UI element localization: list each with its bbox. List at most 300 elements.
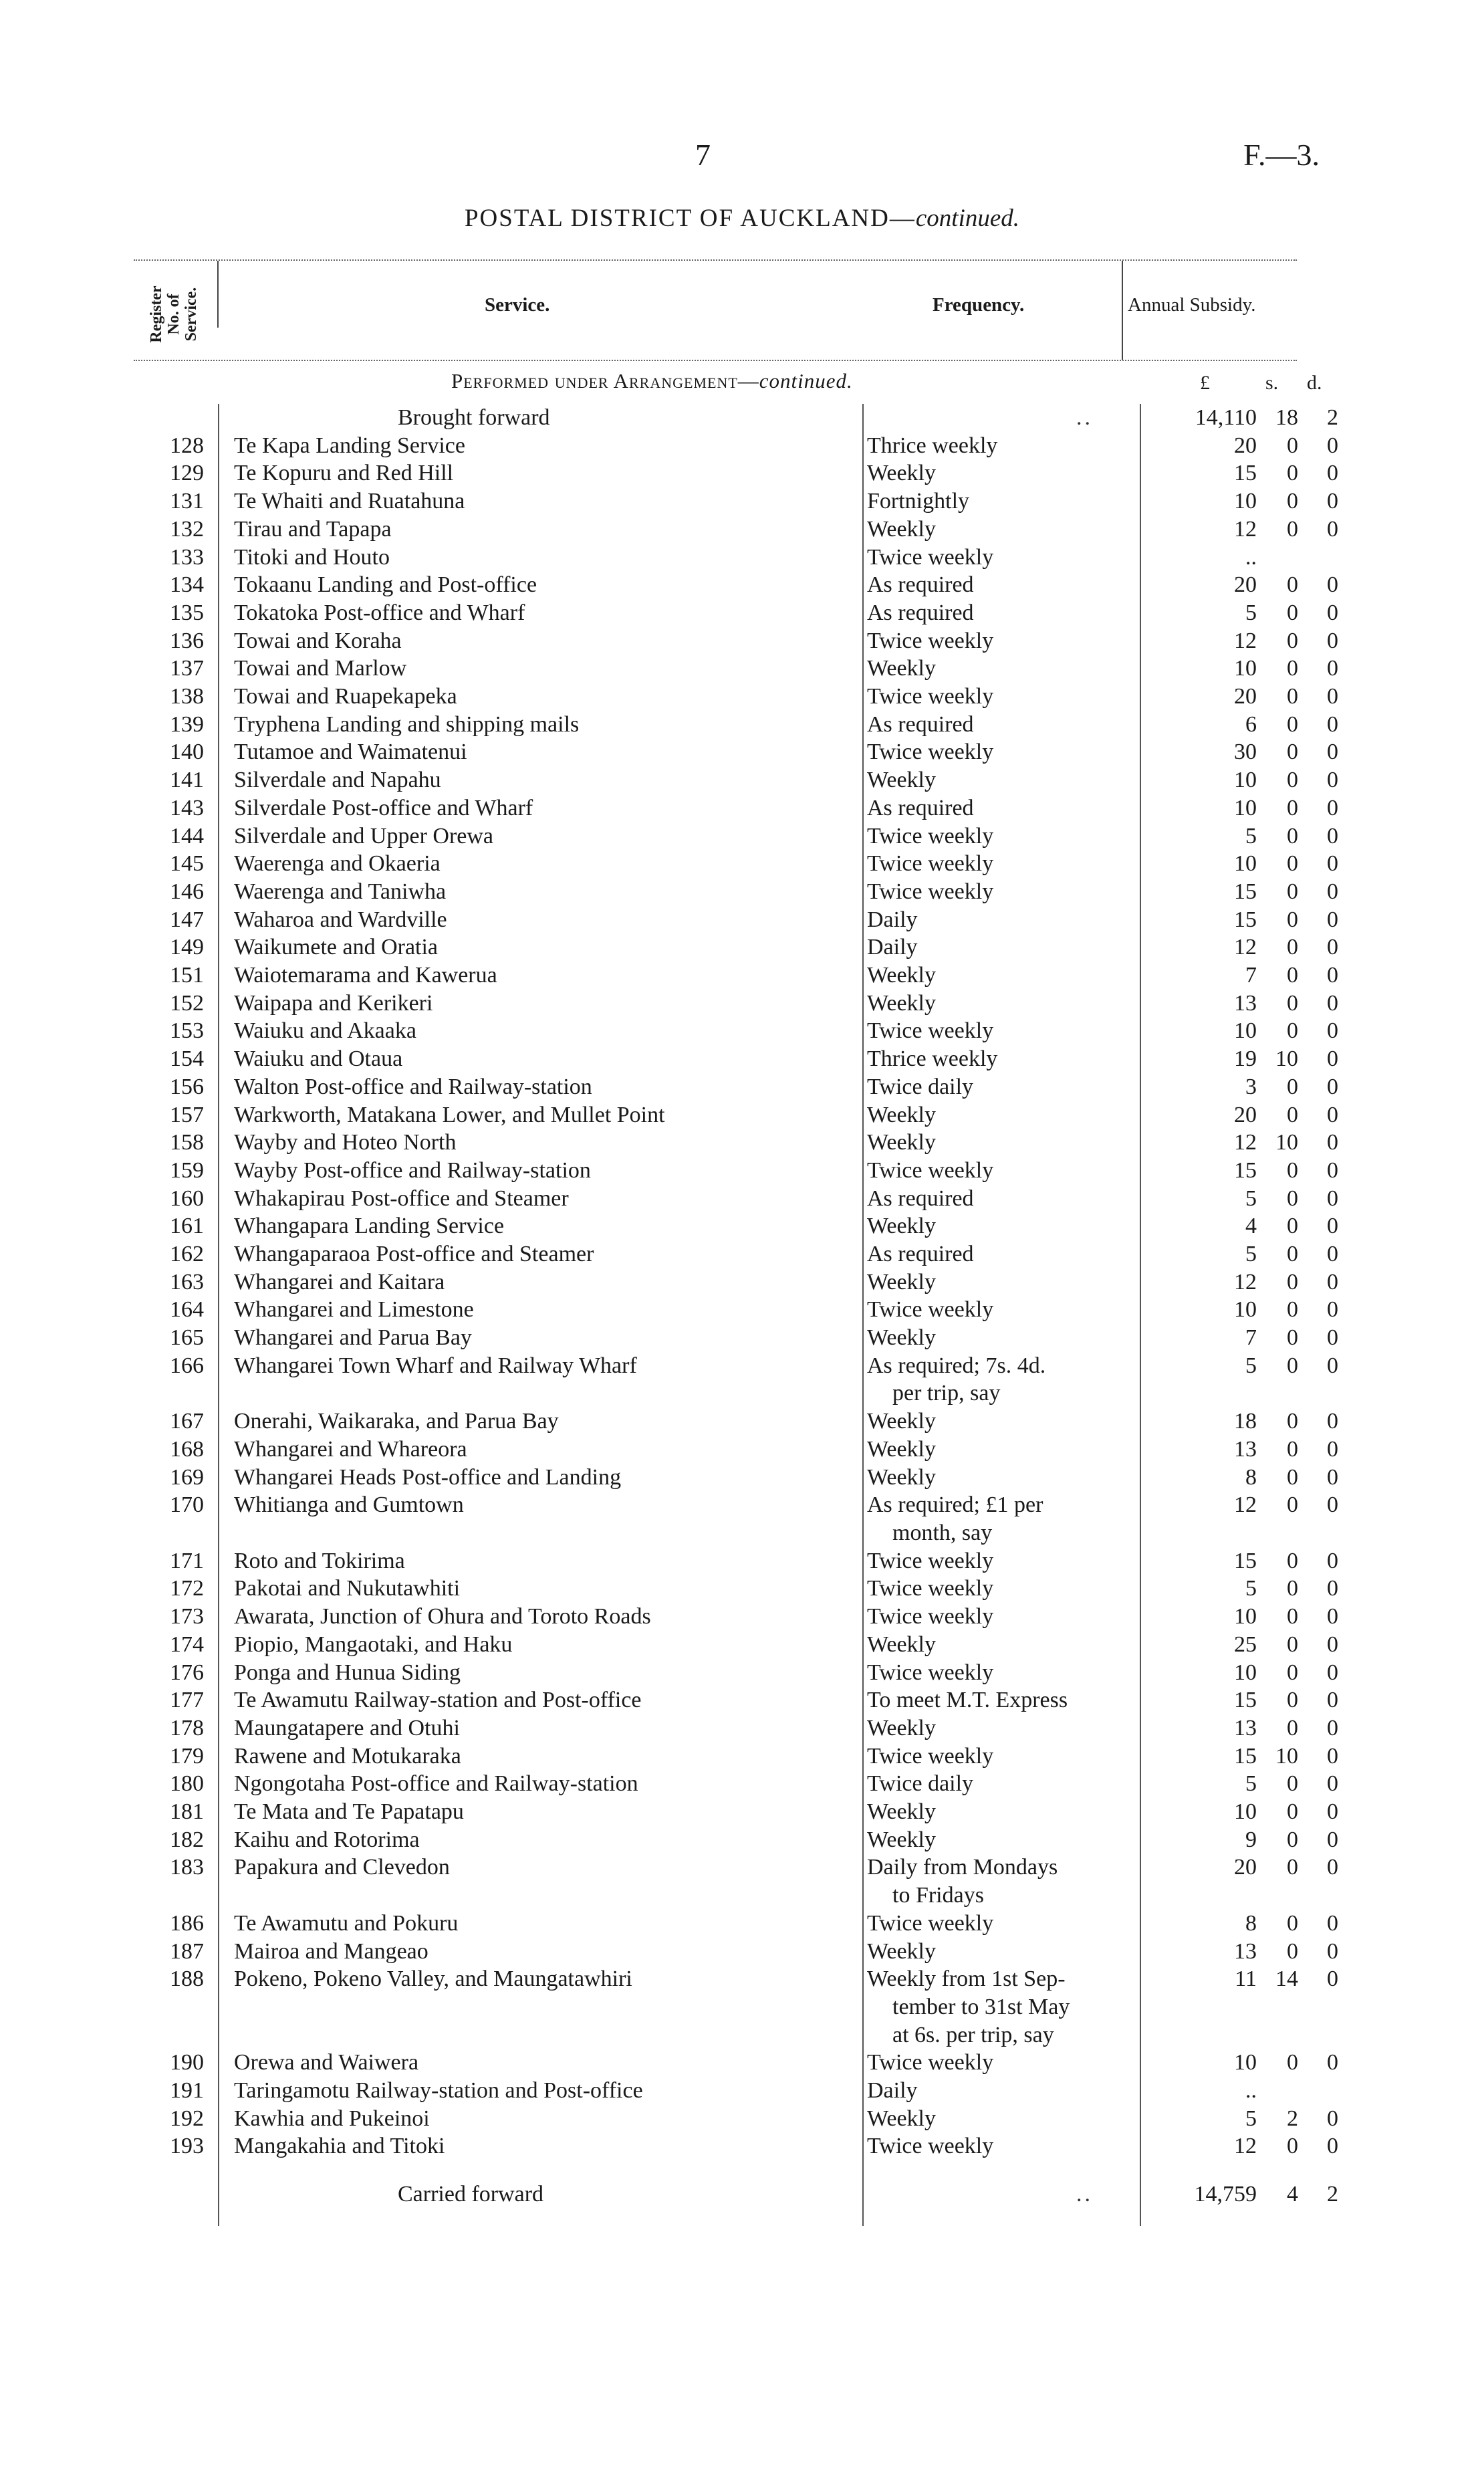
- subsidy-shillings: 0: [1287, 684, 1298, 709]
- frequency-text: Weekly: [867, 1409, 936, 1434]
- frequency-text: Weekly: [867, 990, 936, 1016]
- frequency-text: Twice daily: [867, 1074, 974, 1099]
- subsidy-pence: 0: [1327, 768, 1338, 793]
- frequency-text: Fortnightly: [867, 489, 970, 514]
- frequency-text: Weekly: [867, 2106, 936, 2131]
- register-number: 129: [170, 461, 204, 486]
- subsidy-shillings: 0: [1287, 1074, 1298, 1099]
- register-number: 160: [170, 1186, 204, 1211]
- subsidy-shillings: 0: [1287, 711, 1298, 737]
- subsidy-shillings: 0: [1287, 1214, 1298, 1239]
- subsidy-pounds: 5: [1245, 1242, 1257, 1266]
- table-row: [0, 962, 1484, 989]
- subsidy-pounds: 10: [1234, 1660, 1257, 1685]
- table-row: [0, 990, 1484, 1017]
- dot-leader: ..: [1076, 405, 1093, 430]
- register-number: 191: [170, 2078, 204, 2103]
- subsidy-shillings: 10: [1275, 1130, 1298, 1155]
- subsidy-shillings: 0: [1287, 823, 1298, 849]
- table-row: [0, 1324, 1484, 1351]
- subsidy-pounds: 15: [1234, 907, 1257, 932]
- frequency-text: Weekly: [867, 1799, 936, 1824]
- table-row: [0, 1910, 1484, 1937]
- subsidy-pounds: 20: [1234, 1855, 1257, 1880]
- subsidy-shillings: 0: [1287, 1771, 1298, 1797]
- subsidy-shillings: 10: [1275, 1046, 1298, 1072]
- subsidy-shillings: 0: [1287, 1492, 1298, 1518]
- subsidy-shillings: 0: [1287, 1297, 1298, 1323]
- table-row: [0, 2049, 1484, 2076]
- frequency-text: Weekly: [867, 1715, 936, 1740]
- subsidy-pounds: 20: [1234, 1102, 1257, 1127]
- section-heading: [451, 369, 853, 393]
- subsidy-pounds: 8: [1245, 1464, 1257, 1490]
- table-row: [0, 738, 1484, 766]
- subsidy-pounds: ..: [1245, 544, 1257, 570]
- frequency-text: As required: [867, 711, 974, 737]
- service-name: Orewa and Waiwera: [234, 2050, 419, 2075]
- subsidy-pence: 0: [1327, 1576, 1338, 1601]
- frequency-text: Daily from Mondays: [867, 1855, 1058, 1880]
- frequency-text: As required: [867, 1242, 974, 1266]
- service-name: Whangarei and Limestone: [234, 1297, 474, 1323]
- service-name: Papakura and Clevedon: [234, 1855, 450, 1880]
- frequency-text: Daily: [867, 907, 918, 932]
- subsidy-pence: 0: [1327, 2106, 1338, 2131]
- subsidy-pence: 0: [1327, 1409, 1338, 1434]
- service-name: Mairoa and Mangeao: [234, 1938, 428, 1964]
- subsidy-shillings: 4: [1287, 2182, 1298, 2207]
- register-number: 136: [170, 628, 204, 653]
- register-number: 141: [170, 768, 204, 793]
- subsidy-pounds: 15: [1234, 1548, 1257, 1573]
- table-row: [0, 1017, 1484, 1044]
- subsidy-pence: 0: [1327, 907, 1338, 932]
- subsidy-pence: 0: [1327, 795, 1338, 820]
- register-number: 149: [170, 935, 204, 960]
- table-row: [0, 1603, 1484, 1630]
- subsidy-pence: 0: [1327, 656, 1338, 681]
- subsidy-pence: 0: [1327, 1297, 1338, 1323]
- subsidy-shillings: 0: [1287, 1855, 1298, 1880]
- subsidy-shillings: 0: [1287, 600, 1298, 625]
- subsidy-pence: 0: [1327, 489, 1338, 514]
- register-number: 132: [170, 516, 204, 542]
- table-row: [0, 627, 1484, 655]
- table-row: [0, 544, 1484, 571]
- subsidy-shillings: 0: [1287, 1102, 1298, 1127]
- subsidy-pounds: 15: [1234, 1743, 1257, 1769]
- section-continued: continued.: [759, 369, 853, 392]
- service-name: Mangakahia and Titoki: [234, 2134, 445, 2159]
- subsidy-shillings: 18: [1275, 405, 1298, 430]
- frequency-text: month, say: [892, 1520, 993, 1545]
- frequency-text: at 6s. per trip, say: [892, 2022, 1054, 2047]
- subsidy-pounds: 12: [1234, 516, 1257, 542]
- subsidy-pence: 0: [1327, 1102, 1338, 1127]
- table-row: [0, 1575, 1484, 1602]
- table-row: [0, 1240, 1484, 1268]
- subsidy-pounds: 10: [1234, 1604, 1257, 1629]
- register-number: 146: [170, 879, 204, 904]
- subsidy-pence: 0: [1327, 1018, 1338, 1044]
- register-number: 179: [170, 1743, 204, 1769]
- frequency-text: Weekly: [867, 1827, 936, 1852]
- register-number: 162: [170, 1242, 204, 1266]
- subsidy-pence: 0: [1327, 1157, 1338, 1183]
- register-number: 171: [170, 1548, 204, 1573]
- table-row: [0, 2105, 1484, 2132]
- register-number: 152: [170, 990, 204, 1016]
- frequency-text: Weekly: [867, 1631, 936, 1657]
- service-name: Whangapara Landing Service: [234, 1214, 505, 1239]
- subsidy-shillings: 0: [1287, 795, 1298, 820]
- service-name: Tirau and Tapapa: [234, 516, 392, 542]
- register-number: 180: [170, 1771, 204, 1797]
- subsidy-shillings: 0: [1287, 1827, 1298, 1852]
- service-name: Pakotai and Nukutawhiti: [234, 1576, 461, 1601]
- subsidy-pounds: 10: [1234, 1799, 1257, 1824]
- subsidy-shillings: 0: [1287, 433, 1298, 458]
- service-name: Ngongotaha Post-office and Railway-station: [234, 1771, 638, 1797]
- frequency-text: As required: [867, 1186, 974, 1211]
- subsidy-pence: 0: [1327, 935, 1338, 960]
- table-row: [0, 599, 1484, 627]
- subsidy-pounds: 13: [1234, 1938, 1257, 1964]
- frequency-text: Twice weekly: [867, 740, 994, 765]
- frequency-text: Weekly: [867, 963, 936, 988]
- document-reference: F.—3.: [1243, 138, 1320, 172]
- subsidy-pounds: 10: [1234, 851, 1257, 877]
- subsidy-shillings: 0: [1287, 1938, 1298, 1964]
- register-number: 167: [170, 1409, 204, 1434]
- subsidy-pounds: 13: [1234, 990, 1257, 1016]
- subsidy-pence: 0: [1327, 1074, 1338, 1099]
- service-name: Towai and Marlow: [234, 656, 407, 681]
- frequency-text: Thrice weekly: [867, 433, 998, 458]
- subsidy-pence: 0: [1327, 628, 1338, 653]
- subsidy-shillings: 0: [1287, 1660, 1298, 1685]
- subsidy-pounds: 18: [1234, 1409, 1257, 1434]
- frequency-text: Weekly: [867, 656, 936, 681]
- subsidy-column-header: Annual Subsidy.: [1128, 294, 1256, 316]
- service-name: Te Whaiti and Ruatahuna: [234, 489, 465, 514]
- subsidy-pence: 0: [1327, 433, 1338, 458]
- subsidy-pounds: 11: [1235, 1966, 1257, 1992]
- subsidy-pounds: 10: [1234, 1297, 1257, 1323]
- subsidy-shillings: 10: [1275, 1743, 1298, 1769]
- subsidy-shillings: 0: [1287, 1353, 1298, 1378]
- table-row: [0, 516, 1484, 543]
- table-row: [0, 711, 1484, 738]
- frequency-text: Twice weekly: [867, 1660, 994, 1685]
- subsidy-pence: 0: [1327, 1604, 1338, 1629]
- service-name: Waipapa and Kerikeri: [234, 990, 433, 1016]
- service-name: Taringamotu Railway-station and Post-office: [234, 2078, 643, 2103]
- frequency-column-header: Frequency.: [933, 294, 1025, 316]
- frequency-text: As required: [867, 572, 974, 598]
- table-row: [0, 1631, 1484, 1658]
- subsidy-pence: 0: [1327, 461, 1338, 486]
- register-number: 154: [170, 1046, 204, 1072]
- table-row: [0, 1045, 1484, 1073]
- service-name: Towai and Ruapekapeka: [234, 684, 457, 709]
- service-name: Waiuku and Akaaka: [234, 1018, 416, 1044]
- subsidy-shillings: 0: [1287, 572, 1298, 598]
- service-name: Silverdale Post-office and Wharf: [234, 795, 533, 820]
- table-row: [0, 878, 1484, 905]
- table-row: [0, 1547, 1484, 1575]
- service-name: Warkworth, Matakana Lower, and Mullet Point: [234, 1102, 665, 1127]
- register-number: 165: [170, 1325, 204, 1351]
- frequency-text: Weekly: [867, 1130, 936, 1155]
- frequency-text: Twice weekly: [867, 1743, 994, 1769]
- subsidy-shillings: 0: [1287, 1409, 1298, 1434]
- service-name: Wayby Post-office and Railway-station: [234, 1157, 591, 1183]
- subsidy-pence: 2: [1327, 405, 1338, 430]
- subsidy-pence: 0: [1327, 1715, 1338, 1740]
- frequency-text: Weekly: [867, 1214, 936, 1239]
- frequency-text: As required; £1 per: [867, 1492, 1043, 1518]
- register-number: 131: [170, 489, 204, 514]
- subsidy-pounds: 12: [1234, 1269, 1257, 1294]
- subsidy-pounds: 5: [1245, 1186, 1257, 1211]
- service-name: Tryphena Landing and shipping mails: [234, 711, 580, 737]
- table-row: [0, 933, 1484, 961]
- service-name: Waharoa and Wardville: [234, 907, 447, 932]
- frequency-text: Twice weekly: [867, 1604, 994, 1629]
- table-row: [0, 850, 1484, 877]
- register-number: 174: [170, 1631, 204, 1657]
- subsidy-shillings: 0: [1287, 851, 1298, 877]
- service-name: Te Kopuru and Red Hill: [234, 461, 454, 486]
- table-row: [0, 2077, 1484, 2104]
- register-number: 169: [170, 1464, 204, 1490]
- register-number: 186: [170, 1910, 204, 1936]
- service-name: Te Mata and Te Papatapu: [234, 1799, 464, 1824]
- table-row: [0, 1464, 1484, 1491]
- service-name: Titoki and Houto: [234, 544, 390, 570]
- subsidy-pence: 0: [1327, 1743, 1338, 1769]
- subsidy-pence: 0: [1327, 711, 1338, 737]
- subsidy-shillings: 0: [1287, 2050, 1298, 2075]
- subsidy-pence: 0: [1327, 1242, 1338, 1266]
- subsidy-shillings: 0: [1287, 768, 1298, 793]
- register-number: 134: [170, 572, 204, 598]
- register-number: 173: [170, 1604, 204, 1629]
- register-number: 192: [170, 2106, 204, 2131]
- frequency-text: tember to 31st May: [892, 1994, 1070, 2019]
- register-number: 190: [170, 2050, 204, 2075]
- subsidy-shillings: 0: [1287, 935, 1298, 960]
- page-number: 7: [695, 138, 711, 172]
- subsidy-pounds: 14,110: [1195, 405, 1257, 430]
- register-number: 138: [170, 684, 204, 709]
- table-row: [0, 1101, 1484, 1129]
- register-number: 156: [170, 1074, 204, 1099]
- register-number: 161: [170, 1214, 204, 1239]
- subsidy-pounds: 20: [1234, 433, 1257, 458]
- subsidy-shillings: 0: [1287, 1269, 1298, 1294]
- subsidy-pence: 0: [1327, 2134, 1338, 2159]
- subsidy-shillings: 0: [1287, 1799, 1298, 1824]
- service-name: Whitianga and Gumtown: [234, 1492, 464, 1518]
- frequency-text: Weekly: [867, 1938, 936, 1964]
- register-number: 158: [170, 1130, 204, 1155]
- service-column-header: Service.: [485, 294, 550, 316]
- register-number: 144: [170, 823, 204, 849]
- subsidy-pence: 0: [1327, 1688, 1338, 1713]
- subsidy-pounds: 25: [1234, 1631, 1257, 1657]
- subsidy-pence: 0: [1327, 740, 1338, 765]
- frequency-text: Twice weekly: [867, 1548, 994, 1573]
- title-main: POSTAL DISTRICT OF AUCKLAND—: [464, 205, 916, 232]
- table-row: [0, 1212, 1484, 1240]
- frequency-text: Twice daily: [867, 1771, 974, 1797]
- subsidy-pounds: 30: [1234, 740, 1257, 765]
- table-row: [0, 1436, 1484, 1463]
- subsidy-pounds: 10: [1234, 768, 1257, 793]
- subsidy-shillings: 0: [1287, 740, 1298, 765]
- table-row: [0, 1686, 1484, 1714]
- subsidy-shillings: 0: [1287, 1018, 1298, 1044]
- register-number: 170: [170, 1492, 204, 1518]
- service-name: Piopio, Mangaotaki, and Haku: [234, 1631, 513, 1657]
- subsidy-pounds: 7: [1245, 963, 1257, 988]
- service-name: Tutamoe and Waimatenui: [234, 740, 467, 765]
- service-name: Whakapirau Post-office and Steamer: [234, 1186, 569, 1211]
- frequency-text: Daily: [867, 935, 918, 960]
- subsidy-shillings: 0: [1287, 656, 1298, 681]
- subsidy-shillings: 0: [1287, 907, 1298, 932]
- register-number: 164: [170, 1297, 204, 1323]
- subsidy-pounds: 15: [1234, 879, 1257, 904]
- frequency-text: Weekly: [867, 1464, 936, 1490]
- subsidy-pounds: 15: [1234, 461, 1257, 486]
- subsidy-shillings: 0: [1287, 990, 1298, 1016]
- table-row: [0, 459, 1484, 487]
- frequency-text: Twice weekly: [867, 879, 994, 904]
- register-number: 145: [170, 851, 204, 877]
- table-row: [0, 1157, 1484, 1184]
- frequency-text: Twice weekly: [867, 684, 994, 709]
- header-bottom-rule: [134, 360, 1297, 361]
- subsidy-pounds: 7: [1245, 1325, 1257, 1351]
- subsidy-pounds: 15: [1234, 1157, 1257, 1183]
- subsidy-pence: 0: [1327, 823, 1338, 849]
- subsidy-pence: 0: [1327, 1325, 1338, 1351]
- table-row: [0, 1770, 1484, 1797]
- subsidy-pence: 0: [1327, 1855, 1338, 1880]
- subsidy-pounds: 9: [1245, 1827, 1257, 1852]
- frequency-text: As required: [867, 795, 974, 820]
- subsidy-pounds: 10: [1234, 489, 1257, 514]
- frequency-text: Twice weekly: [867, 823, 994, 849]
- service-name: Te Awamutu and Pokuru: [234, 1910, 459, 1936]
- service-name: Onerahi, Waikaraka, and Parua Bay: [234, 1409, 559, 1434]
- table-row: [0, 1352, 1484, 1406]
- subsidy-pounds: 12: [1234, 2134, 1257, 2159]
- subsidy-pence: 0: [1327, 1269, 1338, 1294]
- subsidy-pence: 0: [1327, 1631, 1338, 1657]
- subsidy-shillings: 0: [1287, 963, 1298, 988]
- subsidy-pence: 0: [1327, 1464, 1338, 1490]
- table-row: [0, 683, 1484, 710]
- register-number: 182: [170, 1827, 204, 1852]
- subsidy-pence: 0: [1327, 572, 1338, 598]
- register-number: 147: [170, 907, 204, 932]
- frequency-text: Twice weekly: [867, 2050, 994, 2075]
- frequency-text: Weekly: [867, 1102, 936, 1127]
- table-row: [0, 1073, 1484, 1101]
- register-number: 177: [170, 1688, 204, 1713]
- service-name: Silverdale and Upper Orewa: [234, 823, 494, 849]
- service-name: Whangarei Heads Post-office and Landing: [234, 1464, 622, 1490]
- register-number: 140: [170, 740, 204, 765]
- subsidy-shillings: 0: [1287, 2134, 1298, 2159]
- register-number: 157: [170, 1102, 204, 1127]
- subsidy-pence: 0: [1327, 990, 1338, 1016]
- subsidy-pounds: 20: [1234, 684, 1257, 709]
- register-number: 143: [170, 795, 204, 820]
- subsidy-pounds: 20: [1234, 572, 1257, 598]
- brought-forward-label: Brought forward: [398, 405, 550, 430]
- register-number: 151: [170, 963, 204, 988]
- subsidy-pence: 0: [1327, 1130, 1338, 1155]
- subsidy-pence: 0: [1327, 1436, 1338, 1462]
- section-label: Performed under Arrangement—: [451, 369, 759, 392]
- carried-forward-row: [0, 2180, 1484, 2208]
- register-number: 183: [170, 1855, 204, 1880]
- subsidy-pence: 0: [1327, 1938, 1338, 1964]
- register-number: 153: [170, 1018, 204, 1044]
- subsidy-pounds: 13: [1234, 1436, 1257, 1462]
- subsidy-shillings: 0: [1287, 489, 1298, 514]
- service-name: Tokaanu Landing and Post-office: [234, 572, 537, 598]
- service-name: Whangarei Town Wharf and Railway Wharf: [234, 1353, 637, 1378]
- service-name: Kawhia and Pukeinoi: [234, 2106, 430, 2131]
- frequency-text: Weekly: [867, 1325, 936, 1351]
- table-row: [0, 1268, 1484, 1296]
- register-number: 163: [170, 1269, 204, 1294]
- service-name: Maungatapere and Otuhi: [234, 1715, 460, 1740]
- subsidy-pounds: 12: [1234, 628, 1257, 653]
- subsidy-pence: 0: [1327, 2050, 1338, 2075]
- register-number: 178: [170, 1715, 204, 1740]
- subsidy-pounds: 13: [1234, 1715, 1257, 1740]
- frequency-text: Twice weekly: [867, 1576, 994, 1601]
- subsidy-pence: 0: [1327, 851, 1338, 877]
- subsidy-pence: 0: [1327, 1827, 1338, 1852]
- register-column-header: [134, 267, 217, 354]
- subsidy-pence: 0: [1327, 1214, 1338, 1239]
- subsidy-pounds: 10: [1234, 795, 1257, 820]
- service-name: Towai and Koraha: [234, 628, 402, 653]
- subsidy-pounds: 10: [1234, 1018, 1257, 1044]
- subsidy-shillings: 0: [1287, 1631, 1298, 1657]
- table-row: [0, 1965, 1484, 2047]
- subsidy-shillings: 0: [1287, 1576, 1298, 1601]
- subsidy-pounds: 5: [1245, 2106, 1257, 2131]
- table-row: [0, 487, 1484, 515]
- subsidy-shillings: 0: [1287, 1910, 1298, 1936]
- subsidy-shillings: 0: [1287, 628, 1298, 653]
- subsidy-shillings: 14: [1275, 1966, 1298, 1992]
- register-number: 133: [170, 544, 204, 570]
- frequency-text: Twice weekly: [867, 544, 994, 570]
- service-name: Ponga and Hunua Siding: [234, 1660, 461, 1685]
- register-number: 193: [170, 2134, 204, 2159]
